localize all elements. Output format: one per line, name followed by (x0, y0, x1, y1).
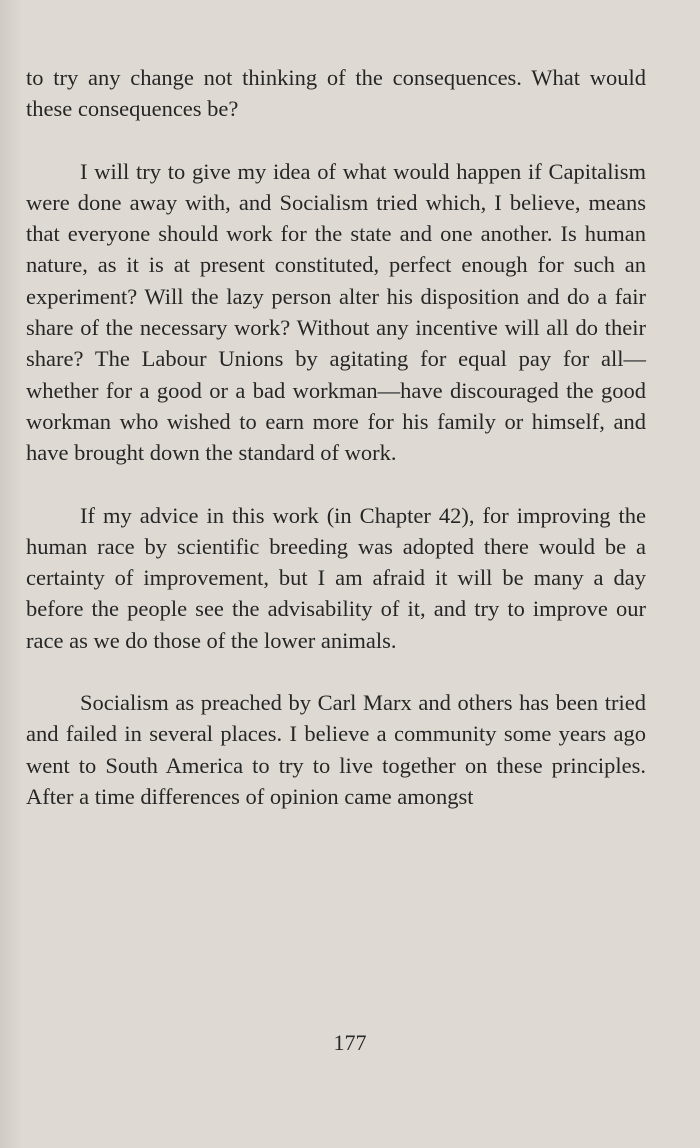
paragraph-continuation: to try any change not thinking of the consequences. What would these consequences be? (26, 65, 646, 122)
body-text (26, 62, 646, 812)
page-number: 177 (333, 1030, 367, 1055)
paragraph-capitalism: I will try to give my idea of what would happen if Capitalism were done away with, and Socialism tried which, I believe, means that everyone should work for the state and one another. Is human nature, as it is at present constituted, perfect enough for such an experiment? Will the lazy person alter his disposition and do a fair share of the necessary work? Without any incentive will all do their share? The Labour Unions by agitating for equal pay for all—whether for a good or a bad workman—have discouraged the good workman who wished to earn more for his family or himself, and have brought down the standard of work. (26, 158, 646, 466)
paragraph-socialism: Socialism as preached by Carl Marx and others has been tried and failed in several places. I believe a community some years ago went to South America to try to live together on these principles. After a time differences of opinion came amongst (26, 690, 646, 809)
paragraph-breeding: If my advice in this work (in Chapter 42), for improving the human race by scientific breeding was adopted there would be a certainty of improvement, but I am afraid it will be many a day before the people see the advisability of it, and try to improve our race as we do those of the lower animals. (26, 502, 646, 653)
spine-shadow (0, 0, 22, 1148)
